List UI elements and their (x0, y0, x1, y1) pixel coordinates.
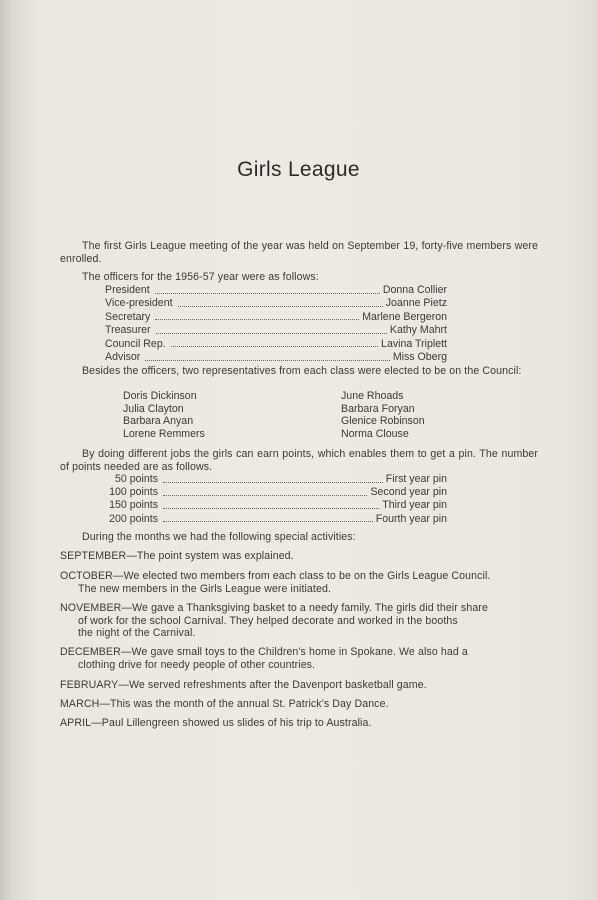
dot-leader (145, 351, 390, 361)
pin-name: Second year pin (370, 486, 447, 499)
dot-leader (156, 324, 387, 334)
officer-name: Miss Oberg (392, 351, 447, 363)
officer-role: Secretary (105, 310, 151, 323)
activity-line: The new members in the Girls League were initiated. (78, 582, 331, 595)
council-member: Barbara Foryan (341, 402, 415, 415)
officer-row (105, 284, 447, 297)
activity-line: DECEMBER—We gave small toys to the Children's home in Spokane. We also had a (60, 646, 468, 658)
activity-line: FEBRUARY—We served refreshments after the Davenport basketball game. (60, 679, 427, 691)
activity-line: the night of the Carnival. (78, 627, 196, 640)
officer-name: Donna Collier (382, 284, 447, 296)
council-member: Julia Clayton (123, 402, 184, 415)
officer-name: Marlene Bergeron (362, 310, 447, 323)
activity-line: MARCH—This was the month of the annual St. Patrick's Day Dance. (60, 698, 389, 710)
officer-name: Joanne Pietz (385, 297, 447, 310)
activity-line: OCTOBER—We elected two members from each class to be on the Girls League Council. (60, 570, 491, 582)
activity-line: NOVEMBER—We gave a Thanksgiving basket to a needy family. The girls did their share (60, 602, 488, 614)
activity-item (60, 717, 540, 730)
dot-leader (155, 311, 359, 321)
activity-item (60, 646, 540, 671)
officer-role: Treasurer (105, 324, 151, 337)
officer-row (105, 297, 447, 310)
officer-row (105, 351, 447, 364)
officer-row (105, 338, 447, 351)
dot-leader (155, 284, 380, 294)
officer-row (105, 311, 447, 324)
activity-item (60, 679, 540, 692)
points-row (105, 499, 447, 512)
council-member: Doris Dickinson (123, 390, 197, 402)
officer-row (105, 324, 447, 337)
council-member: Glenice Robinson (341, 415, 425, 428)
officer-role: Advisor (105, 351, 141, 363)
dot-leader (163, 513, 373, 523)
intro-paragraph: The first Girls League meeting of the year was held on September 19, forty-five members were enrolled. (60, 240, 538, 265)
dot-leader (163, 473, 383, 483)
officer-name: Lavina Triplett (381, 337, 447, 350)
page-title: Girls League (237, 158, 360, 181)
officer-role: Council Rep. (105, 337, 166, 350)
dot-leader (163, 499, 379, 509)
officer-role: President (105, 284, 150, 296)
council-member: Norma Clouse (341, 427, 409, 440)
points-value: 50 points (115, 473, 158, 485)
activity-line: SEPTEMBER—The point system was explained. (60, 550, 294, 562)
activity-item (60, 550, 540, 563)
dot-leader (178, 297, 383, 307)
points-intro: By doing different jobs the girls can earn points, which enables them to get a pin. The number of points needed are as follows. (60, 448, 538, 473)
points-row (105, 513, 447, 526)
officers-intro: The officers for the 1956-57 year were as follows: (82, 271, 319, 283)
points-row (105, 473, 447, 486)
dot-leader (163, 486, 367, 496)
council-member: June Rhoads (341, 390, 404, 402)
points-value: 100 points (109, 486, 158, 499)
activity-line: of work for the school Carnival. They helped decorate and worked in the booths (78, 614, 458, 627)
pin-name: Third year pin (382, 499, 447, 512)
council-member: Barbara Anyan (123, 415, 194, 428)
dot-leader (171, 338, 378, 348)
officer-role: Vice-president (105, 297, 173, 310)
council-member: Lorene Remmers (123, 427, 205, 440)
points-value: 200 points (109, 512, 158, 525)
pin-name: Fourth year pin (375, 512, 447, 525)
activities-intro: During the months we had the following special activities: (82, 531, 356, 543)
council-list-right (341, 390, 425, 440)
activity-item (60, 602, 540, 640)
activity-item (60, 570, 540, 595)
activity-item (60, 698, 540, 711)
council-intro: Besides the officers, two representatives from each class were elected to be on the Council: (82, 365, 522, 377)
council-list-left (123, 390, 205, 440)
pin-name: First year pin (385, 473, 447, 485)
activity-line: clothing drive for needy people of other countries. (78, 658, 316, 671)
points-row (105, 486, 447, 499)
points-value: 150 points (109, 499, 158, 512)
activity-line: APRIL—Paul Lillengreen showed us slides of his trip to Australia. (60, 717, 372, 729)
officer-name: Kathy Mahrt (389, 324, 447, 337)
